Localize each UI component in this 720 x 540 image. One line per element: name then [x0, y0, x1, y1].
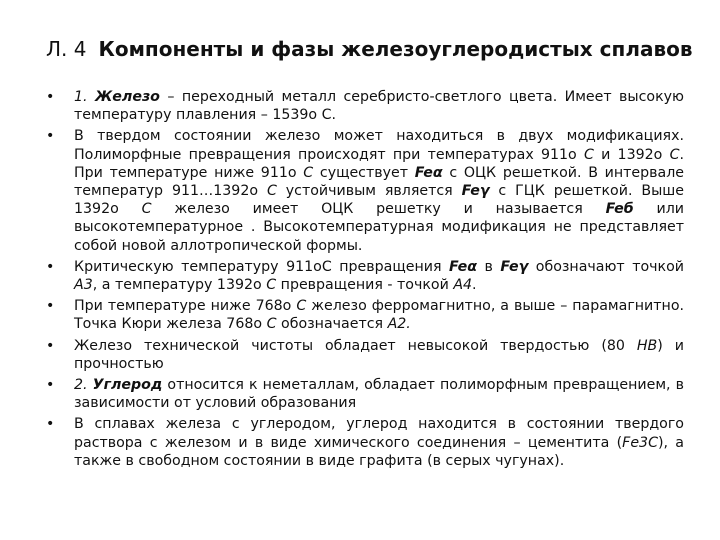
text: . — [472, 277, 477, 294]
slide-title — [46, 36, 693, 62]
term-hb: НВ — [636, 337, 658, 354]
bullet-hardness — [46, 337, 684, 373]
term-fe-delta: Feб — [605, 201, 634, 218]
term-carbon: Углерод — [92, 377, 163, 394]
text: железо имеет ОЦК решетку и называется — [151, 201, 606, 218]
lecture-number: Л. 4 — [46, 37, 87, 61]
text: С — [669, 146, 680, 163]
text: существует — [313, 164, 415, 181]
text: При температуре ниже 768о — [74, 298, 297, 315]
term-cementite: Fe3C — [622, 434, 658, 451]
bullet-curie-point — [46, 297, 684, 333]
text: С — [266, 183, 277, 200]
text: в — [476, 258, 501, 275]
text: В сплавах железа с углеродом, углерод находится в состоянии твердого раствора с железом и в виде химического соединения – цементита ( — [74, 416, 684, 451]
text: , а температуру 1392о — [92, 277, 267, 294]
text: Критическую температуру 911оС превращения — [74, 258, 449, 275]
term-iron: Железо — [94, 89, 160, 105]
bullet-critical-temperature — [46, 258, 684, 294]
term-a4: А4 — [453, 277, 473, 294]
bullet-iron-modifications — [46, 127, 684, 254]
bullet-carbon-in-alloys — [46, 415, 684, 470]
text: ) и прочностью — [74, 337, 684, 372]
text: и 1392о — [593, 146, 670, 163]
term-fe-gamma: Feγ — [500, 258, 529, 275]
text: с ГЦК решеткой. Выше 1392о — [74, 183, 684, 218]
bullet-iron-intro — [46, 88, 684, 124]
text: С — [266, 316, 277, 333]
bullet-carbon — [46, 376, 684, 412]
text: с ОЦК решеткой. В интервале температур 911…1392о — [74, 164, 685, 200]
text: обозначается — [276, 316, 388, 333]
text: С — [266, 277, 277, 294]
text: железо ферромагнитно, а выше – парамагнитно. Точка Кюри железа 768о — [74, 298, 685, 333]
text: 2. — [74, 377, 93, 394]
text: С — [583, 146, 594, 163]
term-fe-alpha: Feα — [449, 258, 477, 275]
text: С — [296, 298, 307, 315]
term-fe-alpha: Feα — [414, 164, 443, 181]
text: С — [303, 164, 314, 181]
title-text: Компоненты и фазы железоуглеродистых сплавов — [98, 37, 693, 61]
text: – переходный металл серебристо-светлого цвета. Имеет высокую температуру плавления – 1539о С. — [74, 89, 685, 124]
bullet-list — [46, 88, 684, 470]
text: В твердом состоянии железо может находиться в двух модификациях. Полиморфные превращения происходят при температурах 911о — [74, 128, 684, 163]
text: относится к неметаллам, обладает полиморфным превращением, в зависимости от условий образования — [74, 377, 685, 412]
term-a3: А3 — [74, 277, 93, 294]
text: устойчивым является — [276, 183, 462, 200]
term-fe-gamma: Feγ — [461, 183, 490, 200]
text: Железо технической чистоты обладает невысокой твердостью (80 — [74, 337, 637, 354]
text: обозначают точкой — [528, 258, 685, 275]
term-a2: А2. — [387, 316, 411, 333]
text: превращения - точкой — [276, 277, 454, 294]
text: . При температуре ниже 911о — [74, 146, 684, 181]
text: или высокотемпературное . Высокотемпературная модификация не представляет собой новой аллотропической формы. — [74, 201, 684, 254]
text: С — [141, 201, 152, 218]
text: 1. — [74, 89, 95, 105]
text: ), а также в свободном состоянии в виде графита (в серых чугунах). — [74, 434, 685, 469]
